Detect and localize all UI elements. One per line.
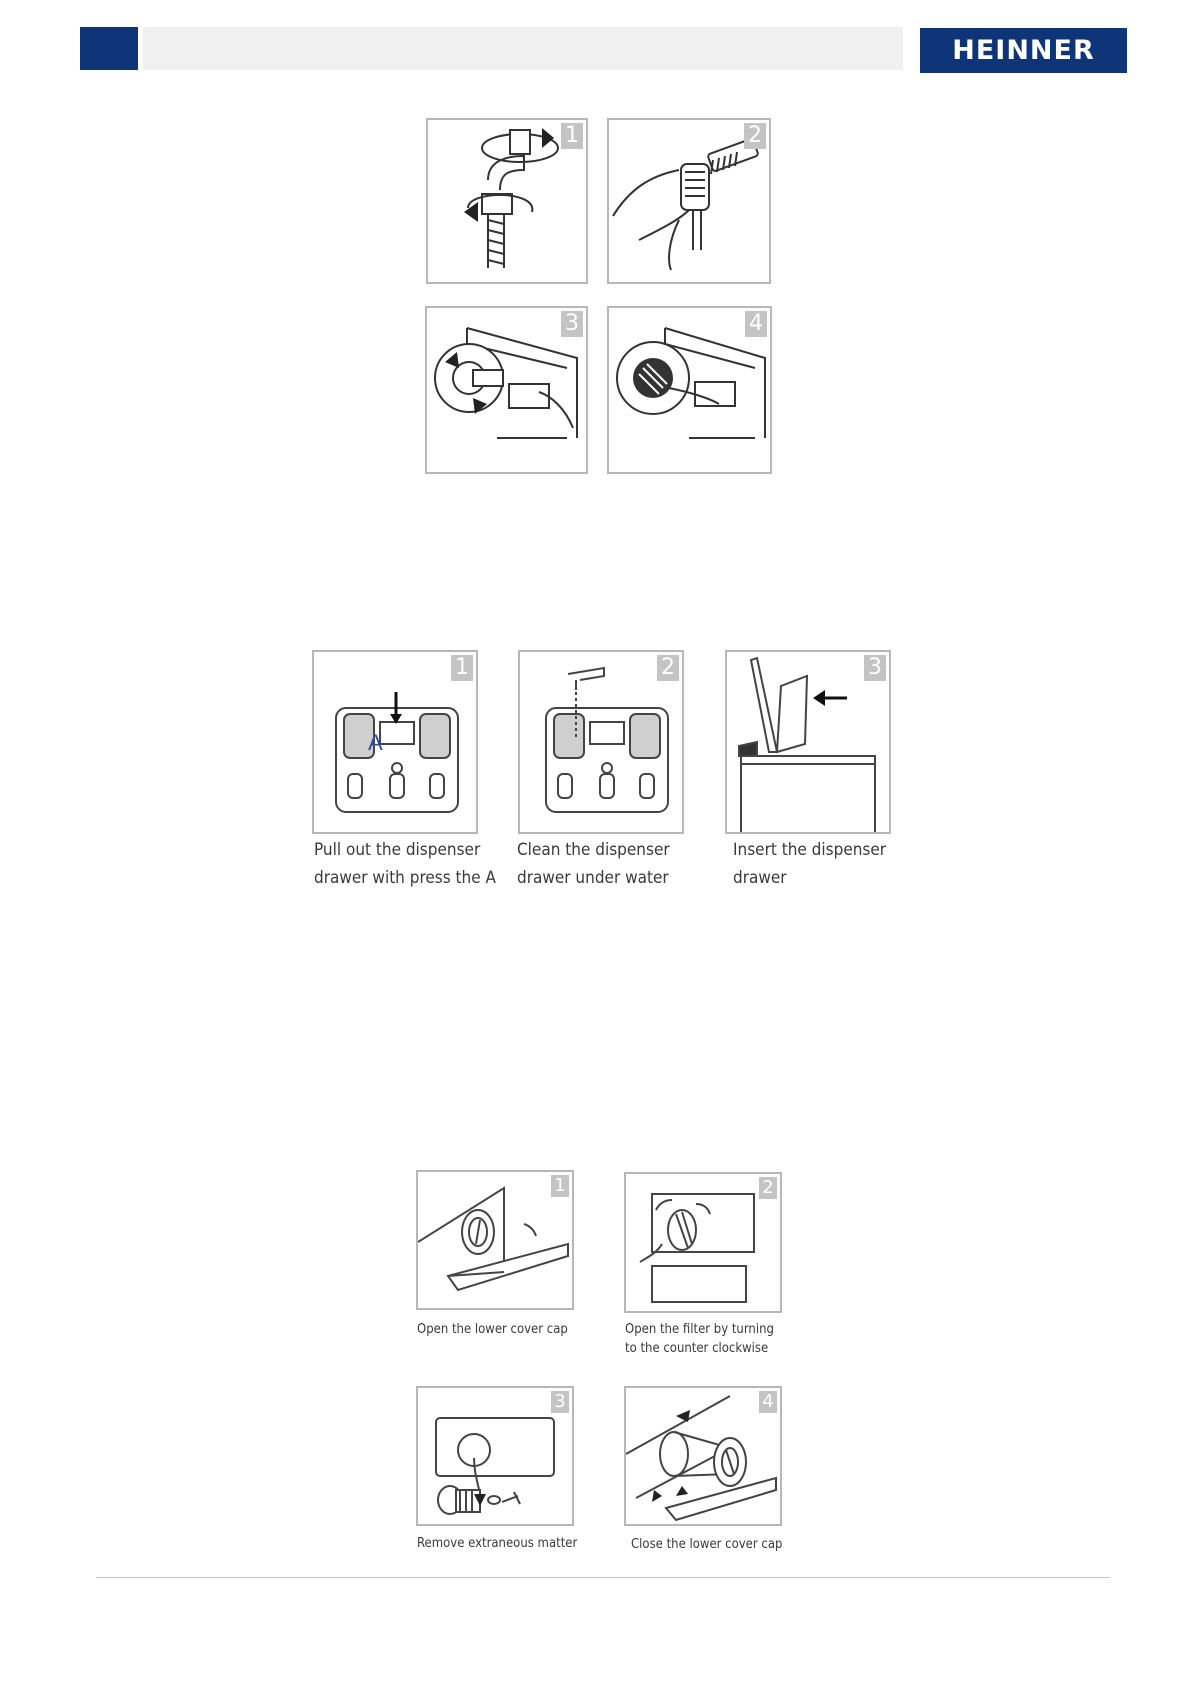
remove-debris-illustration (418, 1388, 572, 1524)
caption-line: to the counter clockwise (625, 1341, 769, 1356)
caption-line: Open the filter by turning (625, 1322, 774, 1337)
caption-line: Insert the dispenser (733, 840, 887, 860)
pump-step-2-caption (625, 1320, 774, 1358)
step-number-badge: 2 (657, 655, 679, 681)
caption-line: Open the lower cover cap (417, 1322, 568, 1337)
step-number-badge: 1 (451, 655, 473, 681)
step-number-badge: 1 (551, 1175, 569, 1197)
inlet-step-2-panel (607, 118, 771, 284)
dispenser-step-3-caption (733, 836, 886, 892)
inlet-step-3-panel (425, 306, 588, 474)
dispenser-step-3-panel (725, 650, 891, 834)
header-bar (143, 27, 903, 70)
step-number-badge: 1 (561, 123, 583, 149)
caption-line: drawer under water (517, 868, 669, 888)
open-cover-cap-illustration (418, 1172, 572, 1308)
pump-step-3-caption (417, 1534, 577, 1553)
inlet-step-4-panel (607, 306, 772, 474)
caption-line: Clean the dispenser (517, 840, 670, 860)
heinner-logo: HEINNER (920, 28, 1127, 73)
pump-step-4-panel (624, 1386, 782, 1526)
caption-line: Close the lower cover cap (631, 1537, 783, 1552)
caption-line: drawer with press the A (314, 868, 496, 888)
close-cover-cap-illustration (626, 1388, 780, 1524)
pump-step-1-caption (417, 1320, 568, 1339)
step-number-badge: 4 (745, 311, 767, 337)
step-number-badge: 3 (864, 655, 886, 681)
step-number-badge: 4 (759, 1391, 777, 1413)
step-number-badge: 2 (759, 1177, 777, 1199)
caption-line: Pull out the dispenser (314, 840, 481, 860)
dispenser-step-1-panel (312, 650, 478, 834)
step-number-badge: 3 (561, 311, 583, 337)
press-point-label: A (368, 730, 383, 755)
caption-line: Remove extraneous matter (417, 1536, 578, 1551)
dispenser-step-2-caption (517, 836, 670, 892)
unscrew-filter-illustration (626, 1174, 780, 1311)
dispenser-step-2-panel (518, 650, 684, 834)
footer-divider (96, 1577, 1110, 1578)
pump-step-3-panel (416, 1386, 574, 1526)
header-accent-block (80, 27, 138, 70)
pump-step-4-caption (631, 1535, 782, 1554)
pump-step-1-panel (416, 1170, 574, 1310)
dispenser-step-1-caption (314, 836, 496, 892)
step-number-badge: 3 (551, 1391, 569, 1413)
step-number-badge: 2 (744, 123, 766, 149)
inlet-step-1-panel (426, 118, 588, 284)
pump-step-2-panel (624, 1172, 782, 1313)
caption-line: drawer (733, 868, 787, 888)
